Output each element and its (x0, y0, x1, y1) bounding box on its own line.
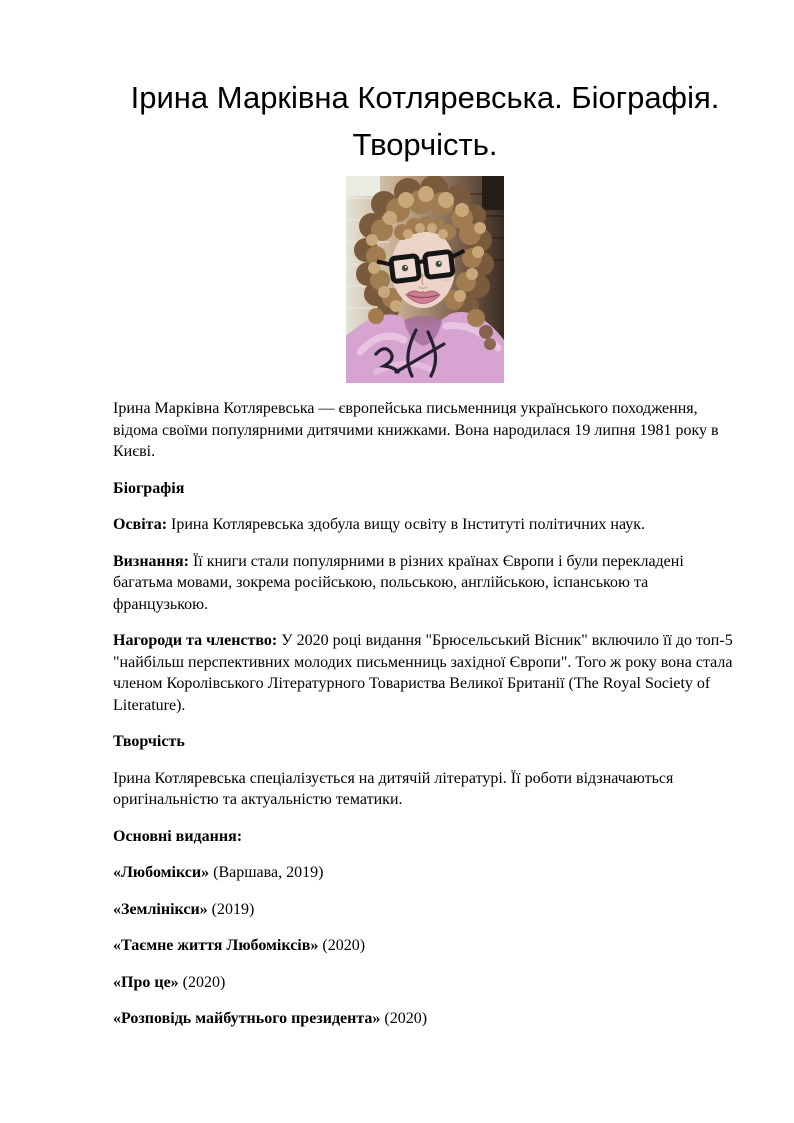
text-run: У 2020 році видання "Брюсельський Вісник" включило її до топ-5 "найбільш перспективних молодих письменниць західної Європи". Того ж року вона стала членом Королівського Літературного Товариства Великої Британії (The Royal Society of Literature). (113, 632, 733, 714)
bold-run: «Таємне життя Любоміксів» (113, 937, 319, 954)
text-run: (Варшава, 2019) (209, 864, 324, 881)
bold-run: Визнання: (113, 552, 189, 570)
paragraph (113, 768, 737, 811)
section-heading (113, 478, 737, 500)
book-item (113, 972, 737, 994)
paragraph (113, 551, 737, 616)
document-title: Ірина Марківна Котляревська. Біографія. Творчість. (130, 80, 720, 162)
book-item (113, 862, 737, 884)
book-item (113, 935, 737, 957)
bold-run: «Про це» (113, 973, 179, 991)
section-heading (113, 731, 737, 753)
text-run: Ірина Марківна Котляревська — європейська письменниця українського походження, відома своїми популярними дитячими книжками. Вона народилася 19 липня 1981 року в Києві. (113, 400, 719, 460)
bold-run: Освіта: (113, 516, 168, 533)
text-run: Ірина Котляревська здобула вищу освіту в Інституті політичних наук. (167, 516, 646, 533)
bold-run: Творчість (113, 733, 185, 750)
bold-run: «Землінікси» (113, 900, 208, 918)
paragraph (113, 398, 737, 463)
text-run: Її книги стали популярними в різних країнах Європи і були перекладені багатьма мовами, зокрема російською, польською, англійською, іспанською та французькою. (113, 552, 684, 613)
section-heading (113, 826, 737, 848)
text-run: (2020) (318, 937, 366, 954)
paragraph (113, 514, 737, 536)
bold-run: «Розповідь майбутнього президента» (113, 1010, 381, 1027)
portrait-photo (346, 176, 504, 383)
document-body (113, 398, 737, 1030)
book-item (113, 1008, 737, 1030)
text-run: (2020) (380, 1010, 428, 1027)
bold-run: Біографія (113, 479, 185, 497)
photo-row (113, 176, 737, 383)
bold-run: Основні видання: (113, 827, 243, 845)
text-run: Ірина Котляревська спеціалізується на дитячій літературі. Її роботи відзначаються оригінальністю та актуальністю тематики. (113, 769, 674, 808)
text-run: (2020) (178, 973, 226, 991)
text-run: (2019) (207, 900, 255, 918)
book-item (113, 899, 737, 921)
bold-run: «Любомікси» (113, 864, 210, 881)
paragraph (113, 630, 737, 716)
bold-run: Нагороди та членство: (113, 632, 278, 649)
